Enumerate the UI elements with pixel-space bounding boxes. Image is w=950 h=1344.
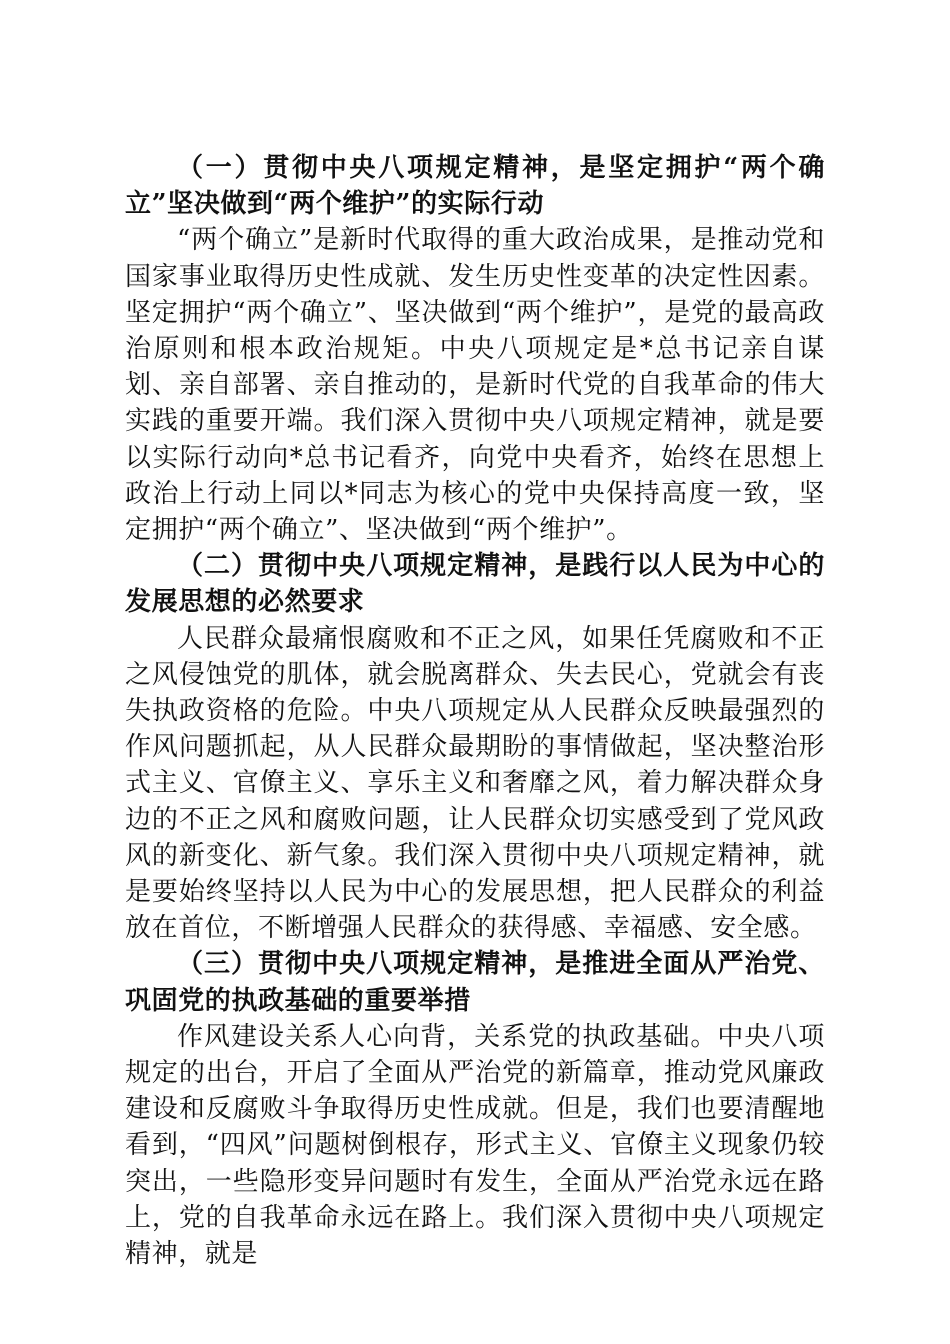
section-paragraph: 人民群众最痛恨腐败和不正之风，如果任凭腐败和不正之风侵蚀党的肌体，就会脱离群众、失去民心，党就会有丧失执政资格的危险。中央八项规定从人民群众反映最强烈的作风问题抓起，从人民群众最期盼的事情做起，坚决整治形式主义、官僚主义、享乐主义和奢靡之风，着力解决群众身边的不正之风和腐败问题，让人民群众切实感受到了党风政风的新变化、新气象。我们深入贯彻中央八项规定精神，就是要始终坚持以人民为中心的发展思想，把人民群众的利益放在首位，不断增强人民群众的获得感、幸福感、安全感。 <box>125 623 825 944</box>
section-heading: （二）贯彻中央八项规定精神，是践行以人民为中心的发展思想的必然要求 <box>125 551 825 618</box>
section-3 <box>125 946 825 1272</box>
section-paragraph: “两个确立”是新时代取得的重大政治成果，是推动党和国家事业取得历史性成就、发生历史性变革的决定性因素。坚定拥护“两个确立”、坚决做到“两个维护”，是党的最高政治原则和根本政治规矩。中央八项规定是*总书记亲自谋划、亲自部署、亲自推动的，是新时代党的自我革命的伟大实践的重要开端。我们深入贯彻中央八项规定精神，就是要以实际行动向*总书记看齐，向党中央看齐，始终在思想上政治上行动上同以*同志为核心的党中央保持高度一致，坚定拥护“两个确立”、坚决做到“两个维护”。 <box>125 225 825 546</box>
section-paragraph: 作风建设关系人心向背，关系党的执政基础。中央八项规定的出台，开启了全面从严治党的新篇章，推动党风廉政建设和反腐败斗争取得历史性成就。但是，我们也要清醒地看到，“四风”问题树倒根存，形式主义、官僚主义现象仍较突出，一些隐形变异问题时有发生，全面从严治党永远在路上，党的自我革命永远在路上。我们深入贯彻中央八项规定精神，就是 <box>125 1021 825 1270</box>
section-heading: （三）贯彻中央八项规定精神，是推进全面从严治党、巩固党的执政基础的重要举措 <box>125 949 825 1016</box>
document-body <box>125 150 825 1272</box>
section-1 <box>125 150 825 548</box>
section-heading: （一）贯彻中央八项规定精神，是坚定拥护“两个确立”坚决做到“两个维护”的实际行动 <box>125 153 825 220</box>
section-2 <box>125 548 825 946</box>
